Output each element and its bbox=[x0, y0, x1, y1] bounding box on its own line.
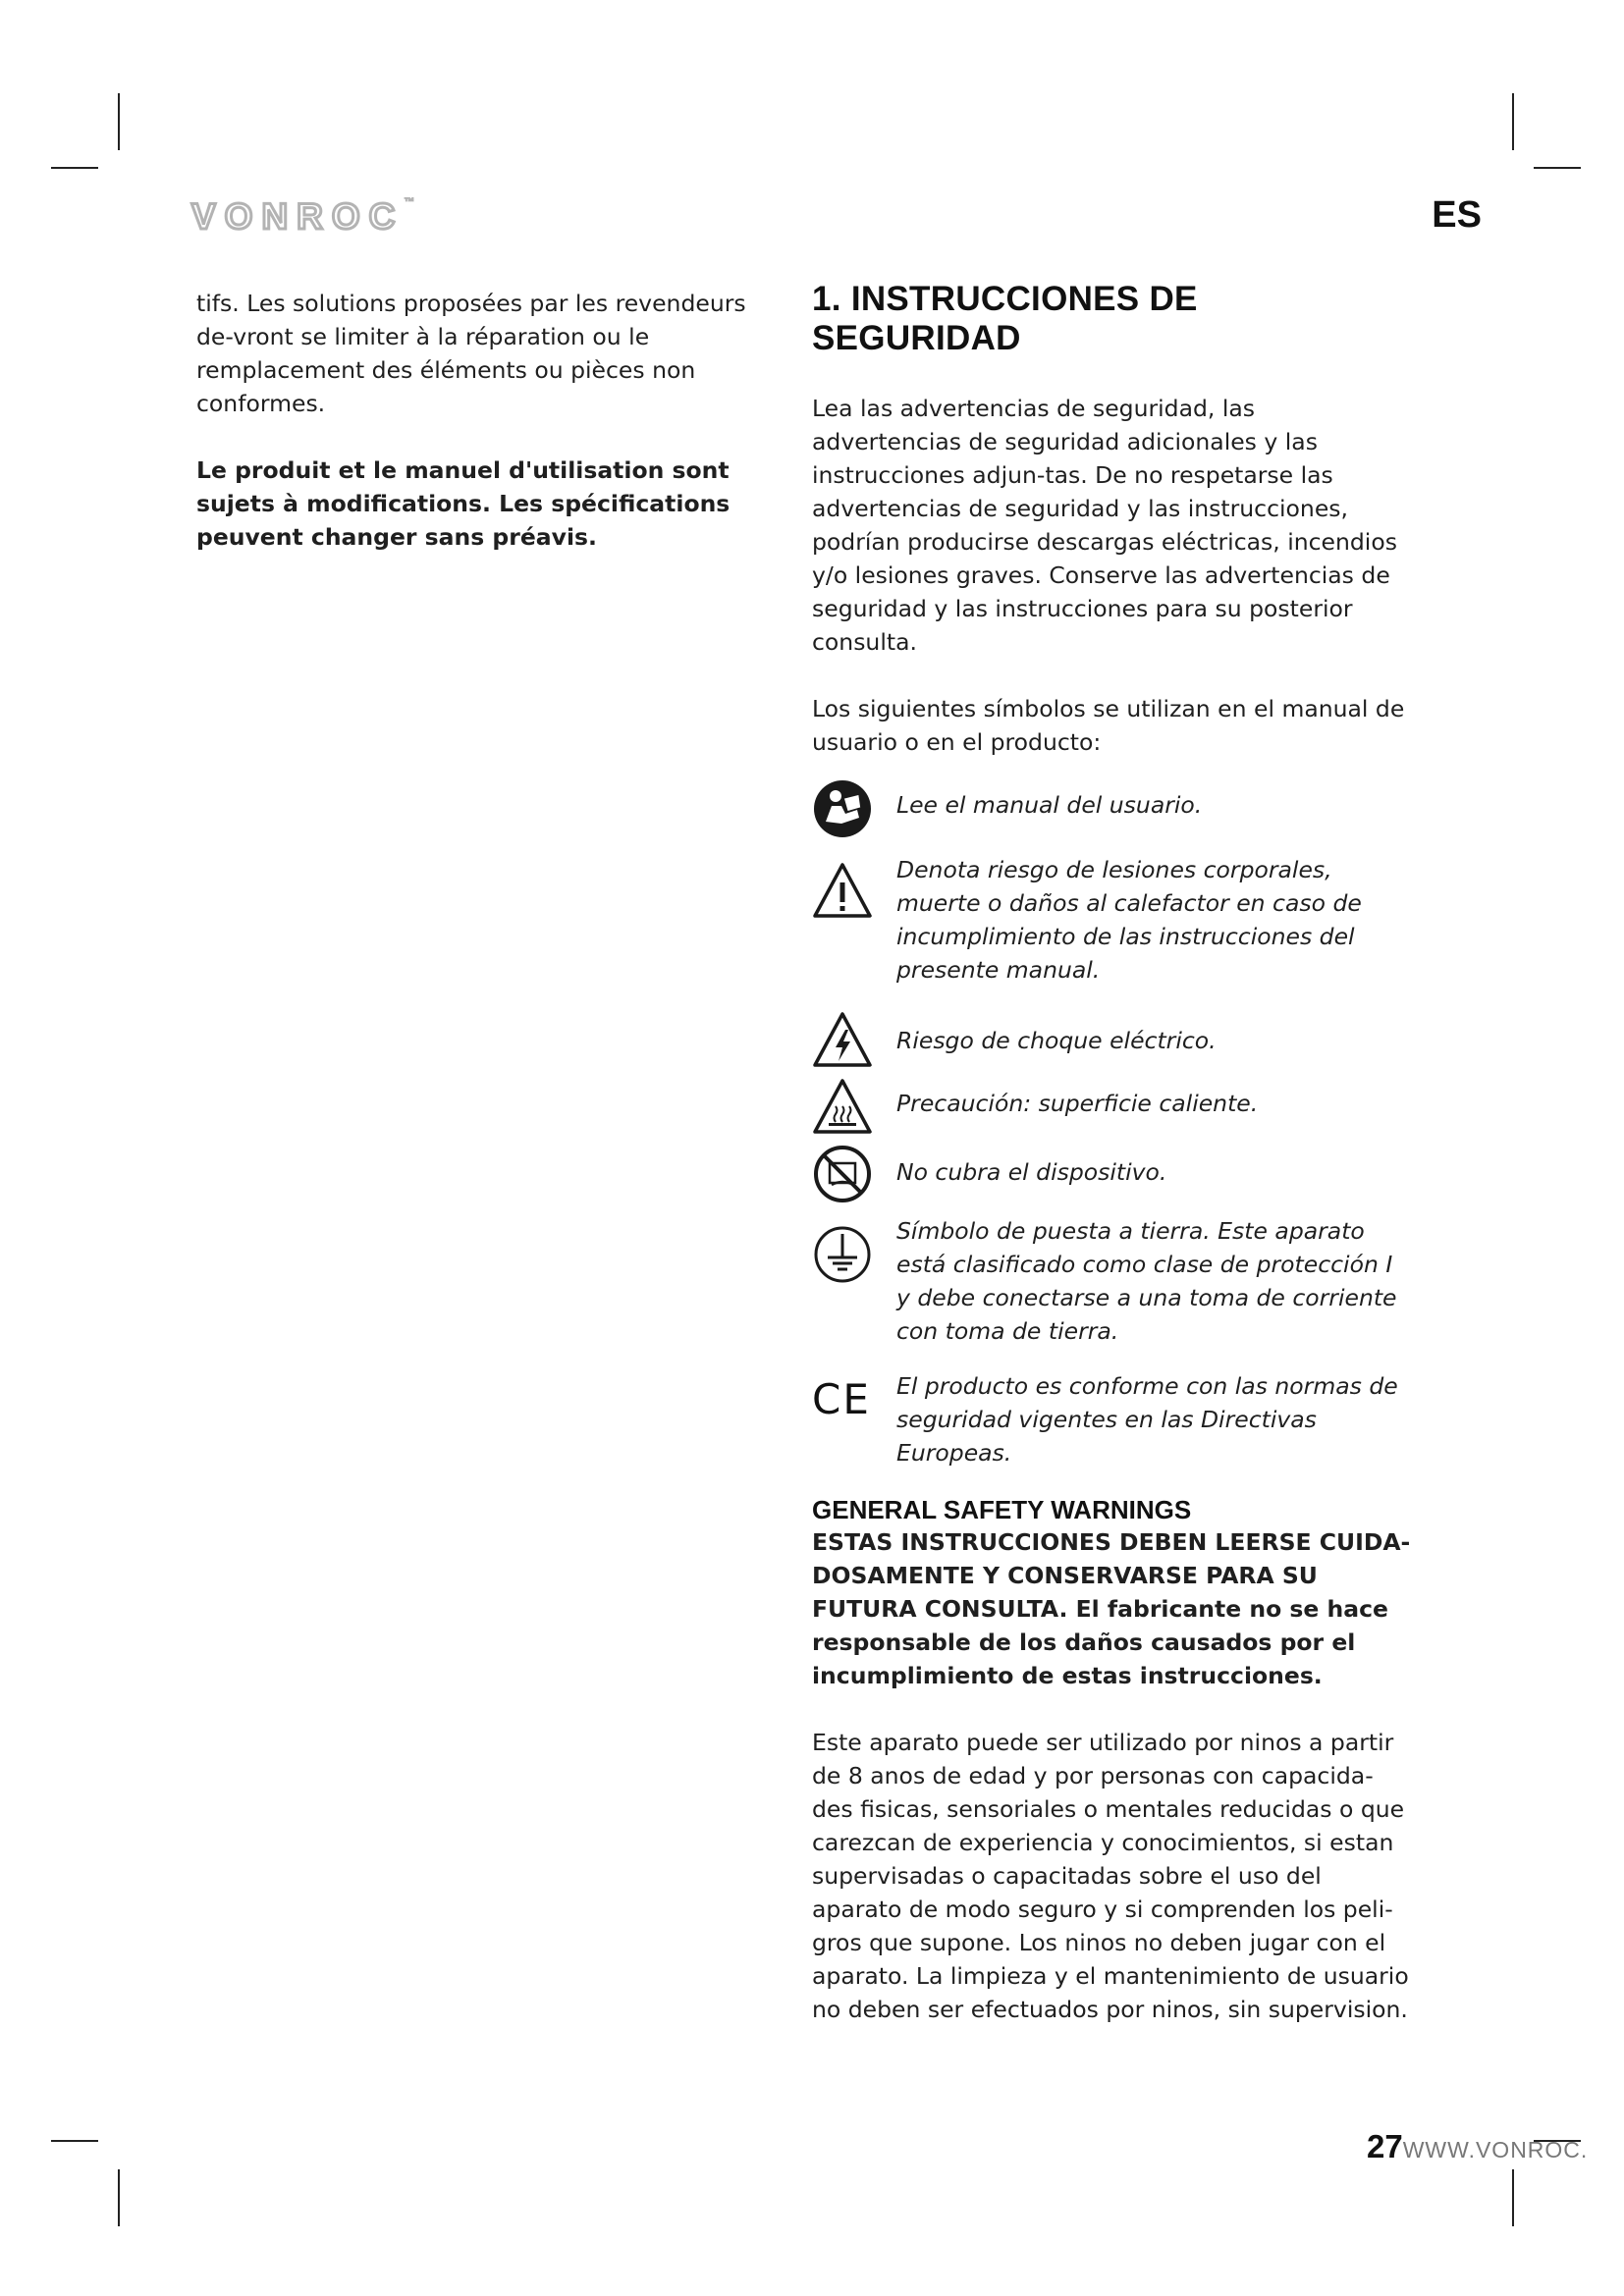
symbol-row-read-manual bbox=[812, 778, 1411, 839]
electric-shock-icon bbox=[812, 1010, 873, 1071]
brand-name: VONROC bbox=[191, 196, 405, 237]
children-supervision-paragraph: Este aparato puede ser utilizado por ninos a partir de 8 anos de edad y por personas con capacida-des fisicas, sensoriales o mentales reducidas o que carezcan de experiencia y conocimientos, si estan supervisadas o capacitadas sobre el uso del aparato de modo seguro y si comprenden los peli-gros que supone. Los ninos no deben jugar con el aparato. La limpieza y el mantenimiento de usuario no deben ser efectuados por ninos, sin supervision. bbox=[812, 1729, 1409, 2023]
symbol-text-hot-surface: Precaución: superficie caliente. bbox=[896, 1090, 1259, 1117]
symbol-text-ce-mark: El producto es conforme con las normas de seguridad vigentes en las Directivas Europeas. bbox=[896, 1372, 1398, 1467]
trademark: ™ bbox=[404, 196, 415, 208]
right-column bbox=[812, 280, 1411, 2026]
symbol-row-electric-shock bbox=[812, 1010, 1411, 1071]
left-column bbox=[196, 287, 785, 554]
general-safety-heading: GENERAL SAFETY WARNINGS bbox=[812, 1495, 1192, 1524]
symbol-row-hot-surface bbox=[812, 1077, 1411, 1138]
symbols-intro: Los siguientes símbolos se utilizan en el manual de usuario o en el producto: bbox=[812, 695, 1405, 756]
symbol-text-earth-ground: Símbolo de puesta a tierra. Este aparato está clasificado como clase de protección I y debe conectarse a una toma de corriente con toma de tierra. bbox=[896, 1217, 1397, 1345]
crop-mark-top-right-horizontal bbox=[1534, 167, 1581, 169]
read-manual-icon bbox=[812, 778, 873, 839]
ce-mark-icon: CE bbox=[812, 1375, 871, 1423]
crop-mark-top-left-vertical bbox=[118, 93, 120, 150]
symbol-row-earth-ground bbox=[812, 1214, 1411, 1348]
earth-ground-icon bbox=[812, 1224, 873, 1285]
crop-mark-top-left-horizontal bbox=[51, 167, 98, 169]
hot-surface-icon bbox=[812, 1077, 873, 1138]
general-safety-bold-text: ESTAS INSTRUCCIONES DEBEN LEERSE CUIDA-DOSAMENTE Y CONSERVARSE PARA SU FUTURA CONSULTA. El fabricante no se hace responsable de los daños causados por el incumplimiento de estas instrucciones. bbox=[812, 1528, 1411, 1689]
left-paragraph-continued: tifs. Les solutions proposées par les revendeurs de-vront se limiter à la réparation ou le remplacement des éléments ou pièces non conformes. bbox=[196, 290, 746, 417]
symbol-row-warning bbox=[812, 853, 1411, 987]
page-footer bbox=[1367, 2128, 1588, 2165]
crop-mark-top-right-vertical bbox=[1512, 93, 1514, 150]
crop-mark-bottom-right-vertical bbox=[1512, 2169, 1514, 2226]
symbol-text-warning: Denota riesgo de lesiones corporales, muerte o daños al calefactor en caso de incumplimiento de las instrucciones del presente manual. bbox=[896, 856, 1362, 984]
language-code: ES bbox=[1432, 194, 1482, 236]
do-not-cover-icon bbox=[812, 1144, 873, 1204]
section-title: 1. INSTRUCCIONES DE SEGURIDAD bbox=[812, 280, 1198, 357]
symbol-text-do-not-cover: No cubra el dispositivo. bbox=[896, 1158, 1167, 1186]
symbol-row-do-not-cover bbox=[812, 1144, 1411, 1204]
brand-logo bbox=[191, 196, 414, 238]
crop-mark-bottom-left-horizontal bbox=[51, 2140, 98, 2142]
footer-url: WWW.VONROC. bbox=[1402, 2137, 1589, 2163]
symbol-row-ce-mark bbox=[812, 1369, 1411, 1469]
crop-mark-bottom-left-vertical bbox=[118, 2169, 120, 2226]
symbol-text-read-manual: Lee el manual del usuario. bbox=[896, 791, 1203, 819]
warning-icon bbox=[812, 861, 873, 922]
page-number: 27 bbox=[1367, 2128, 1403, 2164]
intro-paragraph: Lea las advertencias de seguridad, las advertencias de seguridad adicionales y las instrucciones adjun-tas. De no respetarse las advertencias de seguridad y las instrucciones, podrían producirse descargas eléctricas, incendios y/o lesiones graves. Conserve las advertencias de seguridad y las instrucciones para su posterior consulta. bbox=[812, 395, 1397, 656]
left-paragraph-disclaimer: Le produit et le manuel d'utilisation sont sujets à modifications. Les spécifications peuvent changer sans préavis. bbox=[196, 456, 731, 551]
symbol-text-electric-shock: Riesgo de choque eléctrico. bbox=[896, 1027, 1217, 1054]
